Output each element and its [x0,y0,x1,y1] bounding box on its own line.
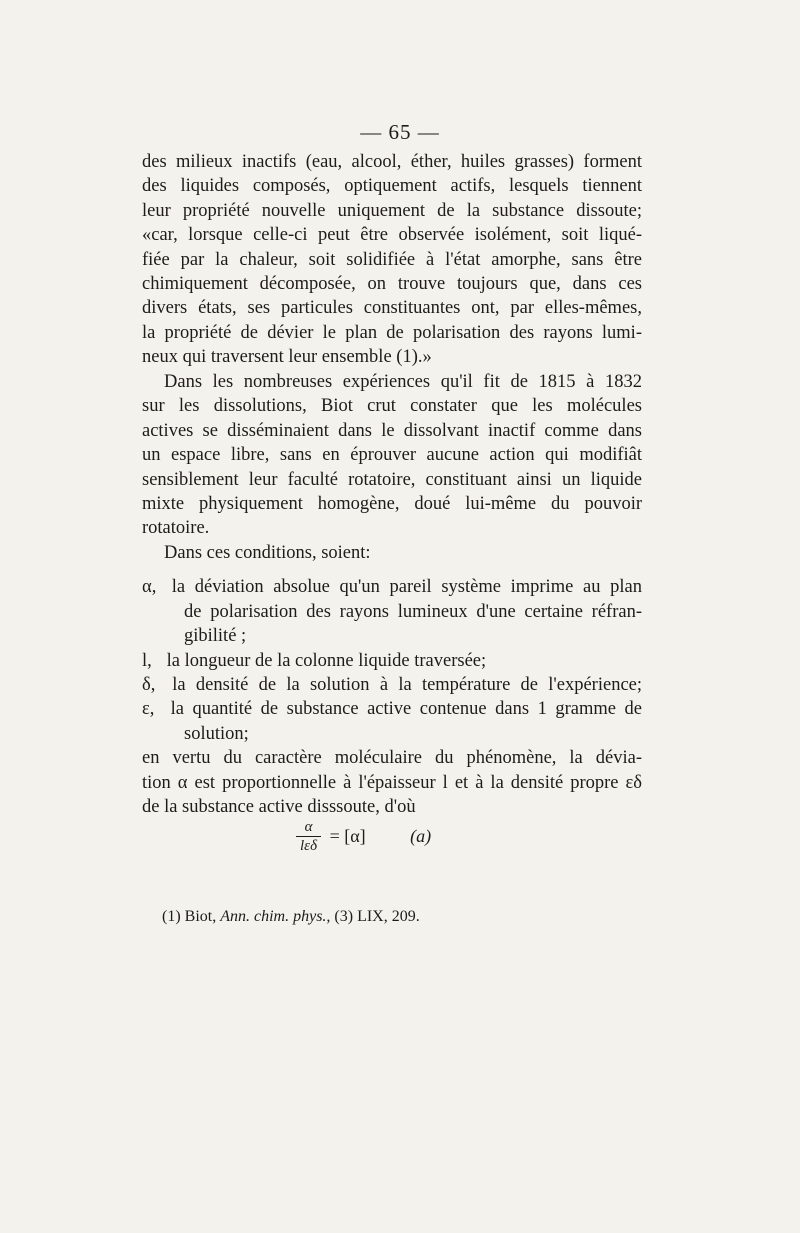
text-line: des liquides composés, optiquement actifs, lesquels tiennent [142,176,642,197]
text-line: en vertu du caractère moléculaire du phénomène, la dévia- [142,748,642,769]
text-line: rotatoire. [142,518,210,539]
footnote-ref: (3) LIX, 209. [334,908,420,925]
text-line: de polarisation des rayons lumineux d'une certaine réfran- [184,601,642,622]
definition-text: la densité de la solution à la température de l'expérience; [172,674,643,695]
text-line: solution; [184,723,249,744]
text-line: leur propriété nouvelle uniquement de la substance dissoute; [142,200,642,221]
paragraph-3 [142,541,642,819]
symbol: δ, [142,674,156,695]
footnote-marker: (1) Biot, [162,908,217,925]
formula [296,818,431,855]
text-line: de la substance active disssoute, d'où [142,796,416,817]
footnote [162,908,420,926]
definition-text: la déviation absolue qu'un pareil système imprime au plan [171,577,643,598]
definition-alpha [142,575,642,599]
footnote-source: Ann. chim. phys., [220,908,331,925]
text-line: la propriété de dévier le plan de polarisation des rayons lumi- [142,322,642,343]
paragraph-2 [142,370,642,541]
page-number: — 65 — [360,120,440,144]
text-line: Dans ces conditions, soient: [164,543,371,563]
text-line: un espace libre, sans en éprouver aucune action qui modifiât [142,445,642,466]
text-line: sur les dissolutions, Biot crut constater que les molécules [142,396,642,417]
denominator: lεδ [300,838,318,854]
text-line: sensiblement leur faculté rotatoire, constituant ainsi un liquide [142,469,642,490]
formula-rhs: = [α] [329,826,366,846]
text-line: mixte physiquement homogène, doué lui-même du pouvoir [142,493,642,514]
text-line: «car, lorsque celle-ci peut être observée isolément, soit liqué- [142,225,642,246]
text-line: tion α est proportionnelle à l'épaisseur l et à la densité propre εδ [142,772,642,793]
symbol: α, [142,577,157,598]
formula-tag: (a) [410,826,432,846]
text-line: divers états, ses particules constituantes ont, par elles-mêmes, [142,298,642,319]
text-line: Dans les nombreuses expériences qu'il fit de 1815 à 1832 [164,372,642,392]
text-line: neux qui traversent leur ensemble (1).» [142,347,432,368]
symbol: l, [142,650,152,671]
paragraph-1 [142,150,642,370]
text-line: des milieux inactifs (eau, alcool, éther, huiles grasses) forment [142,152,642,172]
fraction [296,818,321,855]
text-line: chimiquement décomposée, on trouve toujours que, dans ces [142,273,642,294]
definition-delta [142,673,642,697]
text-line: gibilité ; [184,626,247,647]
text-line: actives se disséminaient dans le dissolvant inactif comme dans [142,420,642,441]
text-line: fiée par la chaleur, soit solidifiée à l'état amorphe, sans être [142,249,642,270]
numerator: α [296,818,321,837]
definition-text: la quantité de substance active contenue dans 1 gramme de [170,699,643,720]
definition-l [142,649,642,673]
symbol: ε, [142,699,155,720]
definition-text: la longueur de la colonne liquide traversée; [166,650,487,671]
definition-epsilon [142,697,642,721]
